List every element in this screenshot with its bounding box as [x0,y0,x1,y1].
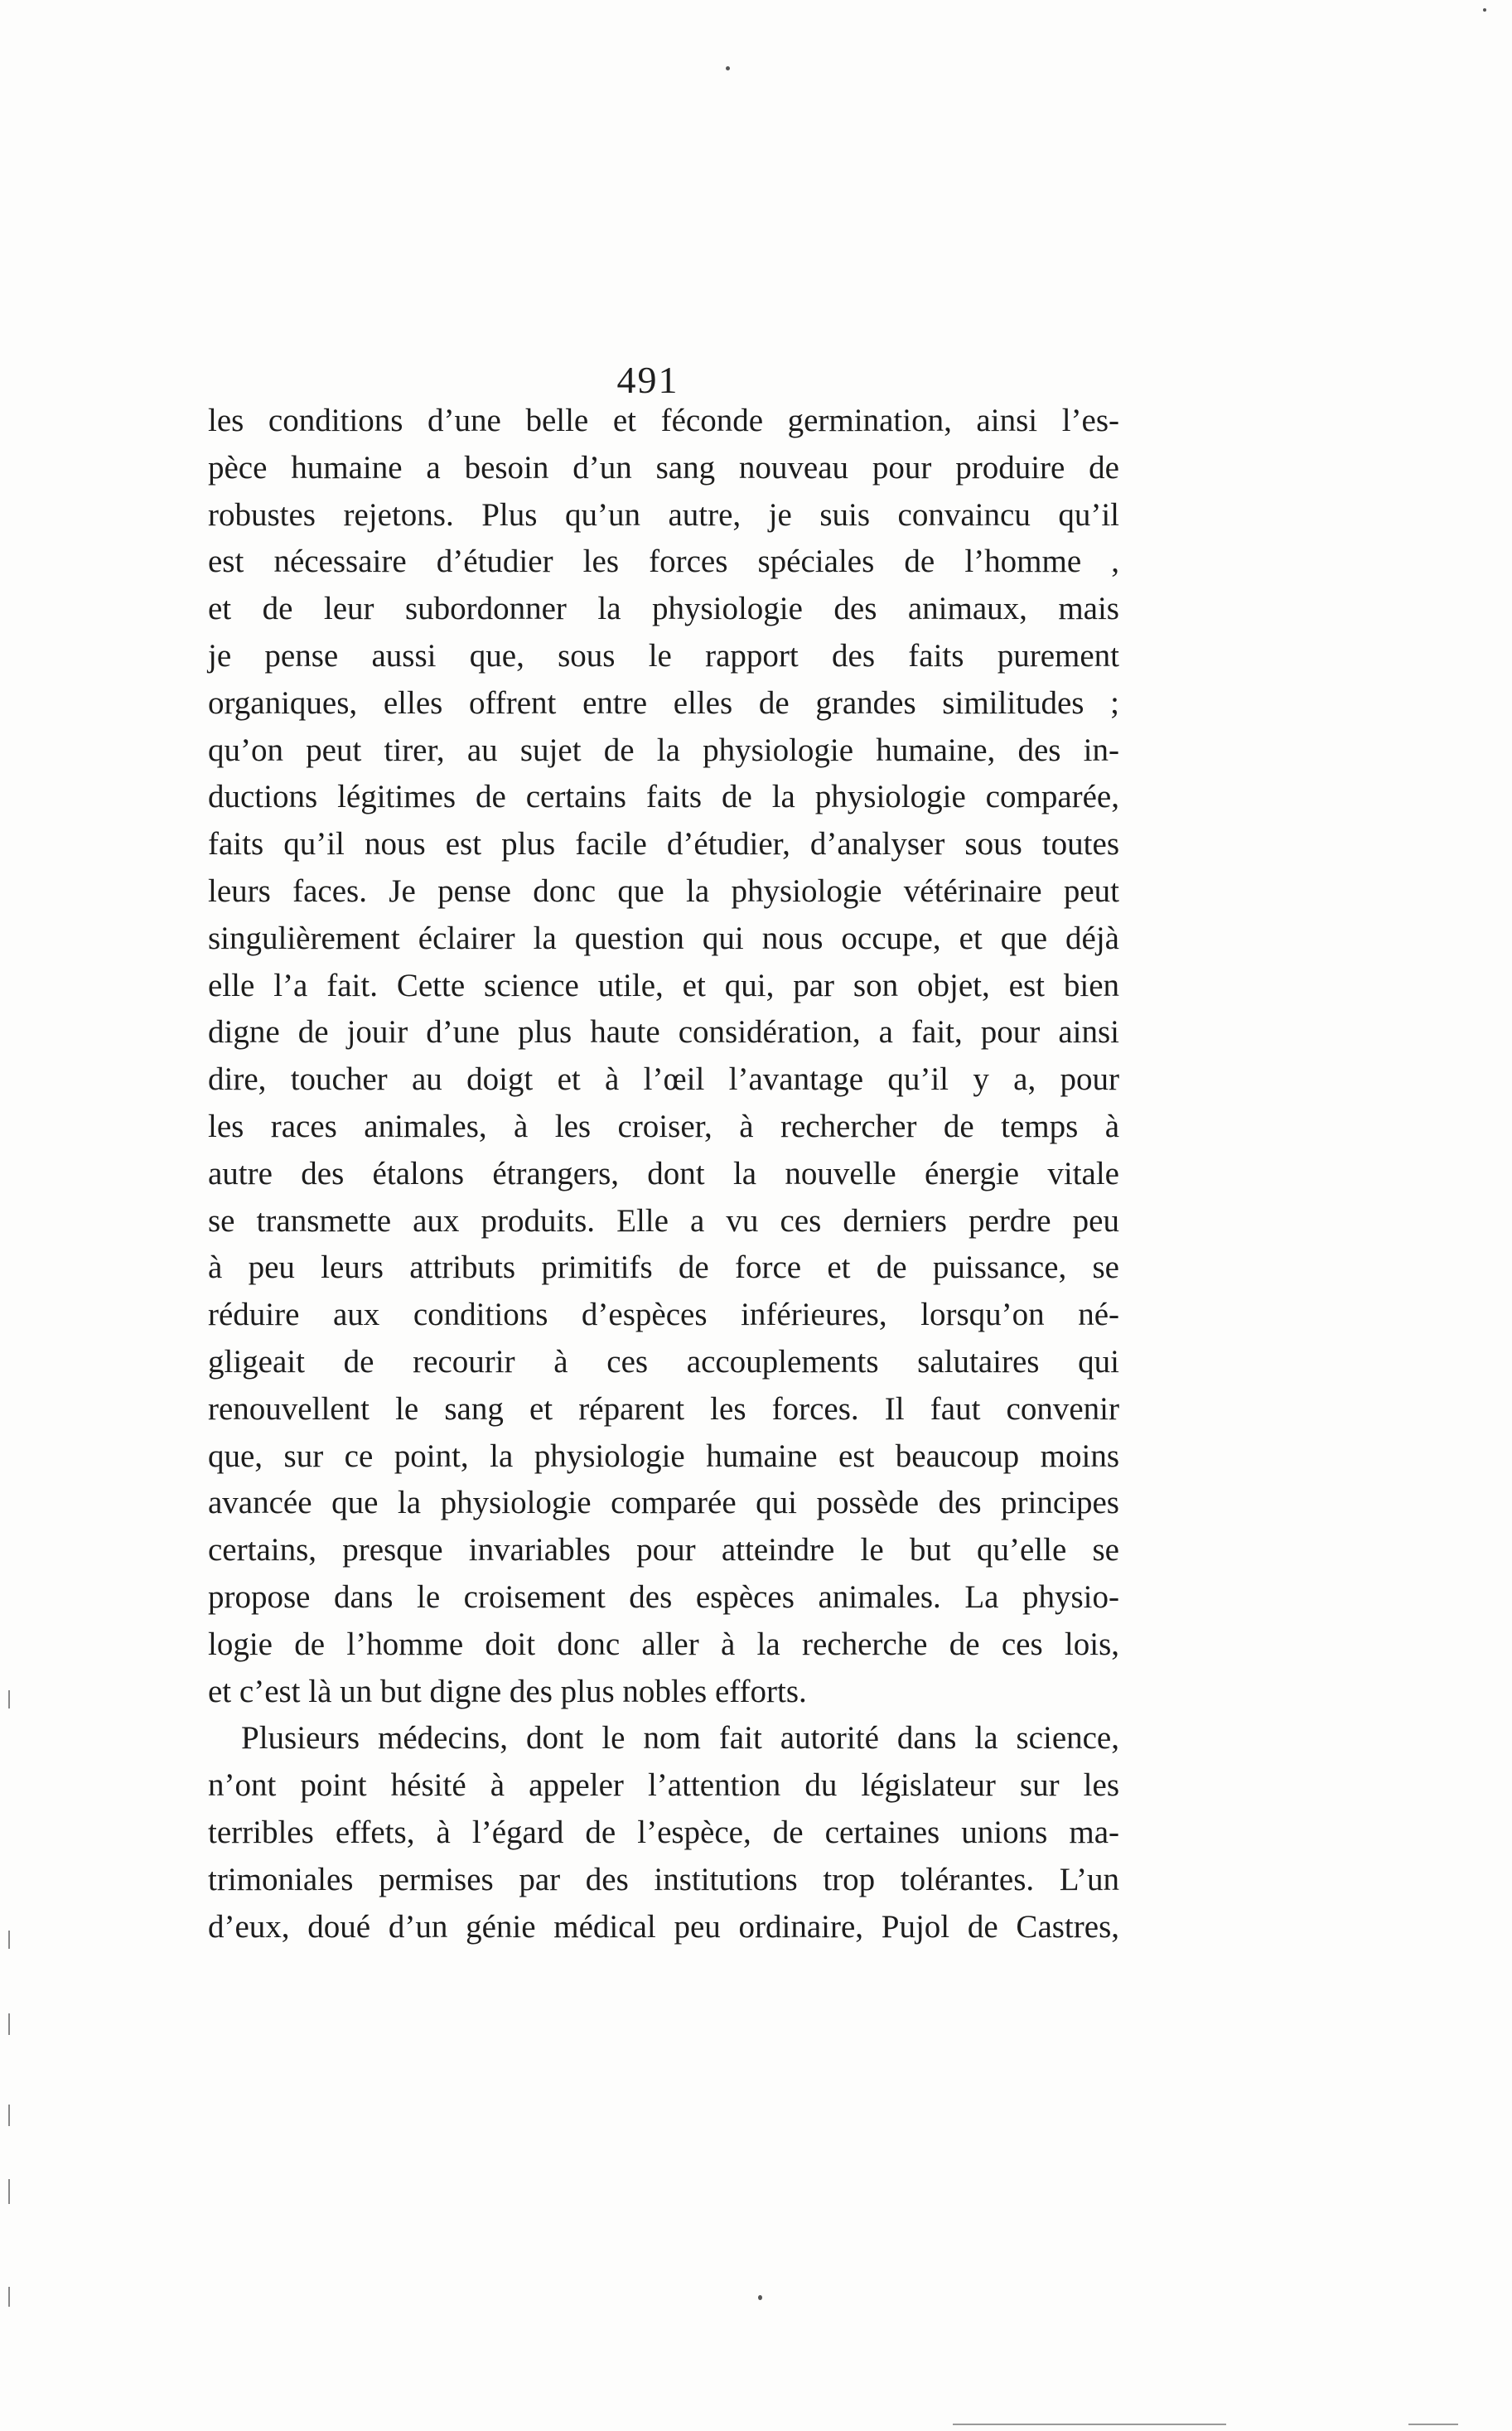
scan-bottom-rule [953,2424,1226,2425]
text-line: que, sur ce point, la physiologie humaine est beaucoup moins [208,1438,1119,1474]
text-line: singulièrement éclairer la question qui nous occupe, et que déjà [208,920,1119,956]
text-line: certains, presque invariables pour atteindre le but qu’elle se [208,1532,1119,1568]
scan-bottom-rule [1408,2424,1458,2425]
text-line: est nécessaire d’étudier les forces spéciales de l’homme , [208,544,1119,580]
text-line: trimoniales permises par des institutions trop tolérantes. L’un [208,1861,1119,1897]
text-line: elle l’a fait. Cette science utile, et qui, par son objet, est bien [208,967,1119,1003]
text-line: et c’est là un but digne des plus nobles efforts. [208,1673,807,1709]
text-line: autre des étalons étrangers, dont la nouvelle énergie vitale [208,1155,1119,1191]
text-line: les conditions d’une belle et féconde germination, ainsi l’es- [208,403,1119,438]
scan-speck [1483,8,1486,12]
scan-speck [726,66,730,70]
text-line: ductions légitimes de certains faits de la physiologie comparée, [208,779,1119,815]
page-number: 491 [616,359,679,401]
text-line: gligeait de recourir à ces accouplements salutaires qui [208,1343,1119,1380]
text-line: je pense aussi que, sous le rapport des faits purement [208,637,1119,674]
scan-edge-mark [8,2287,10,2307]
text-line: organiques, elles offrent entre elles de grandes similitudes ; [208,684,1119,721]
text-line: à peu leurs attributs primitifs de force et de puissance, se [208,1249,1119,1286]
text-line: robustes rejetons. Plus qu’un autre, je suis convaincu qu’il [208,496,1119,533]
text-line: pèce humaine a besoin d’un sang nouveau pour produire de [208,449,1119,486]
scan-edge-mark [8,2179,10,2204]
paragraph-first-line: Plusieurs médecins, dont le nom fait autorité dans la science, [241,1720,1119,1757]
text-line: propose dans le croisement des espèces animales. La physio- [208,1578,1119,1615]
text-line: leurs faces. Je pense donc que la physiologie vétérinaire peut [208,872,1119,909]
scan-edge-mark [8,2013,10,2035]
text-line: n’ont point hésité à appeler l’attention du législateur sur les [208,1767,1119,1804]
scan-edge-mark [8,1690,10,1708]
text-line: d’eux, doué d’un génie médical peu ordinaire, Pujol de Castres, [208,1908,1119,1945]
text-line: se transmette aux produits. Elle a vu ces derniers perdre peu [208,1202,1119,1239]
text-line: et de leur subordonner la physiologie des animaux, mais [208,591,1119,627]
text-line: terribles effets, à l’égard de l’espèce, de certaines unions ma- [208,1814,1119,1850]
body-text [208,398,1119,1950]
text-line: logie de l’homme doit donc aller à la recherche de ces lois, [208,1626,1119,1662]
text-line: renouvellent le sang et réparent les forces. Il faut convenir [208,1390,1119,1427]
text-line: digne de jouir d’une plus haute considération, a fait, pour ainsi [208,1014,1119,1051]
text-line: les races animales, à les croiser, à rechercher de temps à [208,1108,1119,1144]
text-line: avancée que la physiologie comparée qui possède des principes [208,1485,1119,1521]
text-line: dire, toucher au doigt et à l’œil l’avantage qu’il y a, pour [208,1061,1119,1098]
text-line: réduire aux conditions d’espèces inférieures, lorsqu’on né- [208,1297,1119,1333]
scan-edge-mark [8,1931,10,1949]
scan-edge-mark [8,2105,10,2126]
text-line: qu’on peut tirer, au sujet de la physiologie humaine, des in- [208,732,1119,768]
text-line: faits qu’il nous est plus facile d’étudier, d’analyser sous toutes [208,826,1119,863]
scan-speck [758,2295,762,2300]
